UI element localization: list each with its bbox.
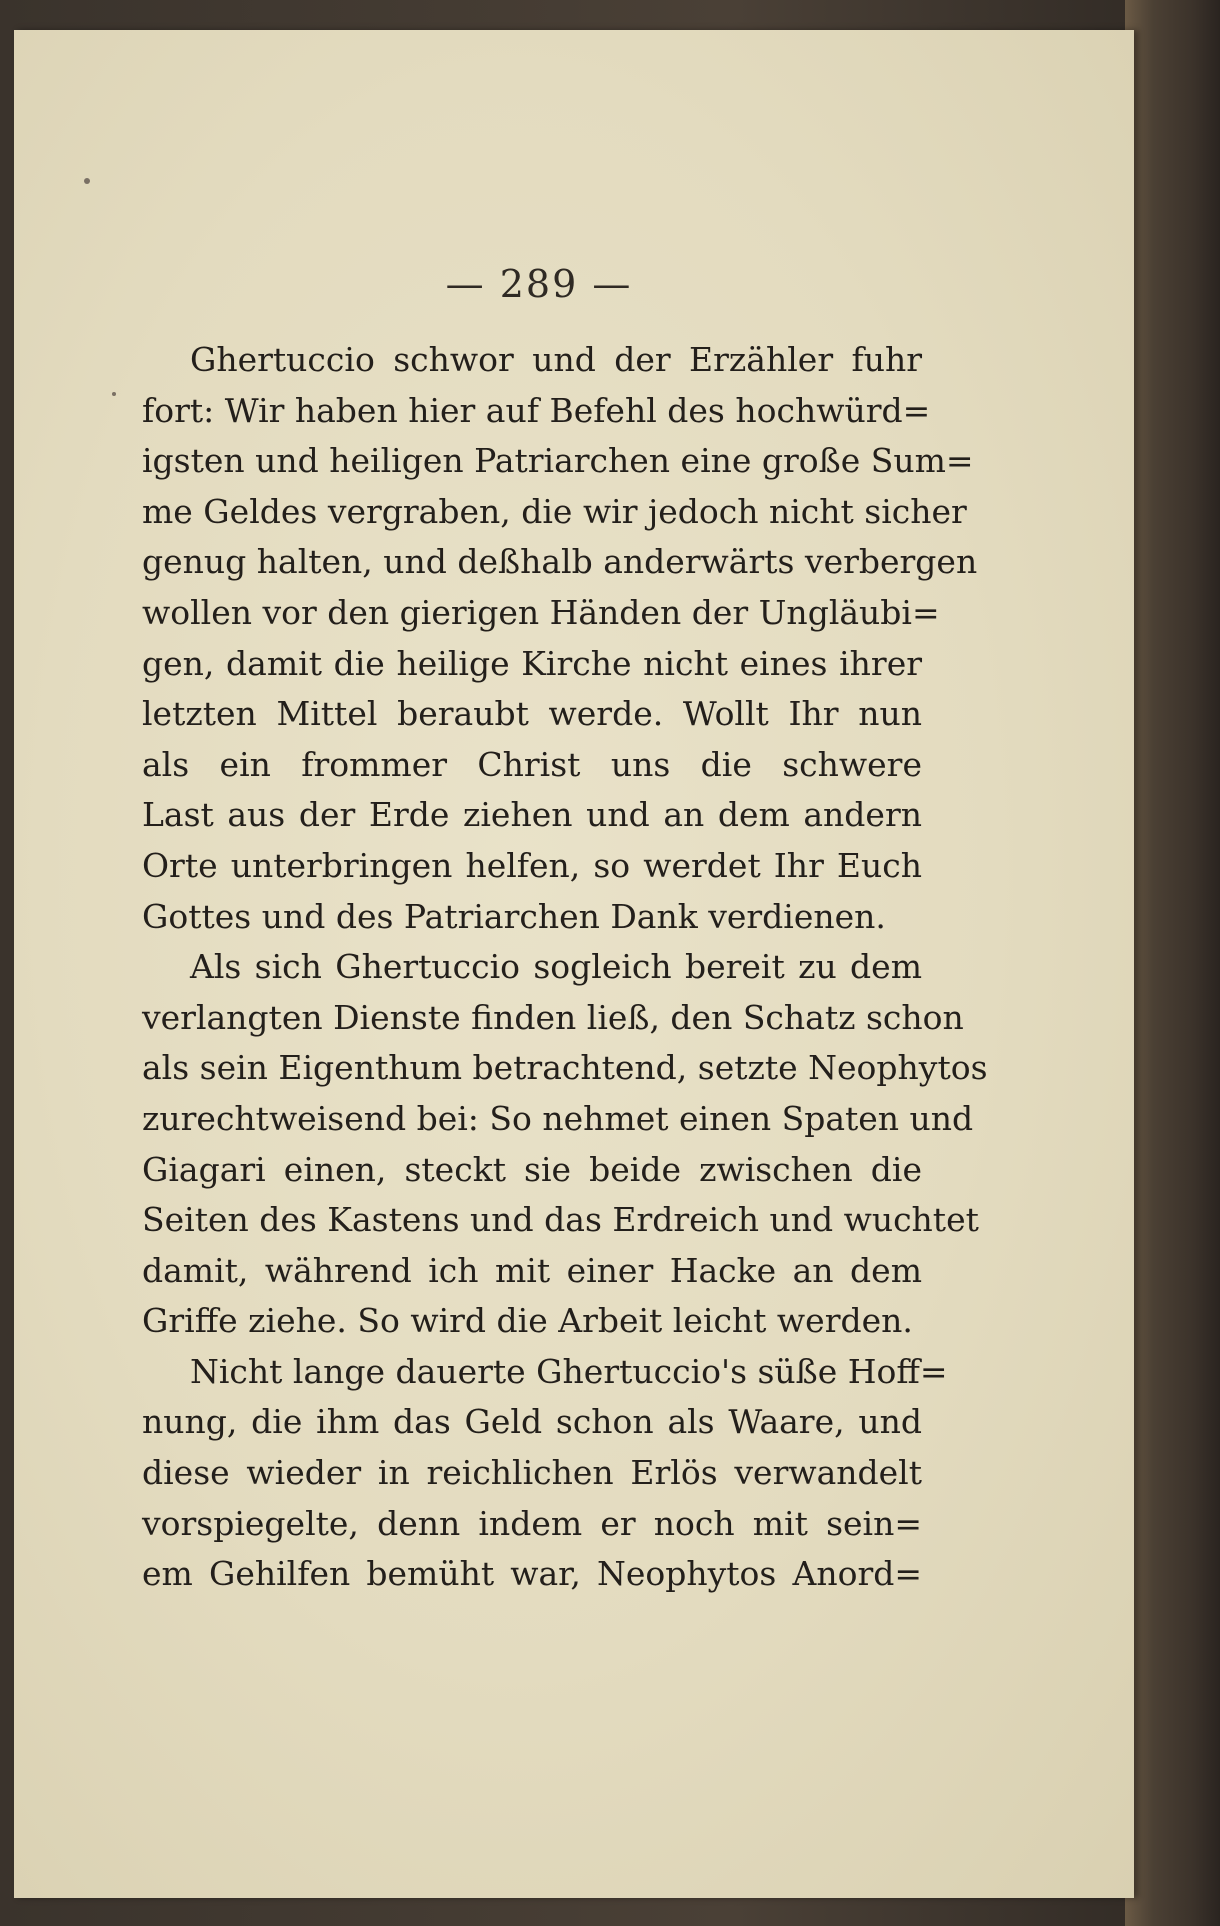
text-line: diese wieder in reichlichen Erlös verwandelt <box>142 1453 922 1493</box>
page-number: — 289 — <box>445 262 633 306</box>
text-line: Gottes und des Patriarchen Dank verdienen. <box>142 896 886 936</box>
text-line: Griffe ziehe. So wird die Arbeit leicht werden. <box>142 1301 913 1341</box>
text-line: wollen vor den gierigen Händen der Ungläubi= <box>142 592 940 632</box>
book-page <box>14 30 1134 1898</box>
text-line: em Gehilfen bemüht war, Neophytos Anord= <box>142 1554 922 1594</box>
text-line: verlangten Dienste finden ließ, den Schatz schon <box>142 997 964 1037</box>
text-line: nung, die ihm das Geld schon als Waare, und <box>142 1402 922 1442</box>
text-line: Giagari einen, steckt sie beide zwischen die <box>142 1149 922 1189</box>
text-line: vorspiegelte, denn indem er noch mit sein= <box>142 1503 922 1543</box>
text-line: Orte unterbringen helfen, so werdet Ihr Euch <box>142 845 922 885</box>
text-line: Als sich Ghertuccio sogleich bereit zu dem <box>190 947 922 987</box>
text-line: als ein frommer Christ uns die schwere <box>142 744 922 784</box>
page-body-text <box>142 335 988 1600</box>
text-line: damit, während ich mit einer Hacke an dem <box>142 1250 922 1290</box>
text-line: zurechtweisend bei: So nehmet einen Spaten und <box>142 1098 974 1138</box>
text-line: fort: Wir haben hier auf Befehl des hochwürd= <box>142 390 931 430</box>
text-line: Seiten des Kastens und das Erdreich und wuchtet <box>142 1200 979 1240</box>
paragraph <box>142 335 978 942</box>
text-line: gen, damit die heilige Kirche nicht eines ihrer <box>142 643 922 683</box>
paper-speck <box>84 178 90 184</box>
book-cover-edge <box>1125 0 1220 1926</box>
text-line: Nicht lange dauerte Ghertuccio's süße Hoff= <box>190 1351 948 1391</box>
text-line: als sein Eigenthum betrachtend, setzte Neophytos <box>142 1048 988 1088</box>
text-line: Ghertuccio schwor und der Erzähler fuhr <box>190 340 922 379</box>
paragraph <box>142 1347 948 1600</box>
paper-speck <box>112 392 116 396</box>
text-line: me Geldes vergraben, die wir jedoch nicht sicher <box>142 491 967 531</box>
text-line: genug halten, und deßhalb anderwärts verbergen <box>142 542 978 582</box>
text-line: igsten und heiligen Patriarchen eine große Sum= <box>142 441 974 481</box>
text-line: letzten Mittel beraubt werde. Wollt Ihr nun <box>142 694 922 734</box>
text-line: Last aus der Erde ziehen und an dem andern <box>142 795 922 835</box>
paragraph <box>142 942 988 1347</box>
